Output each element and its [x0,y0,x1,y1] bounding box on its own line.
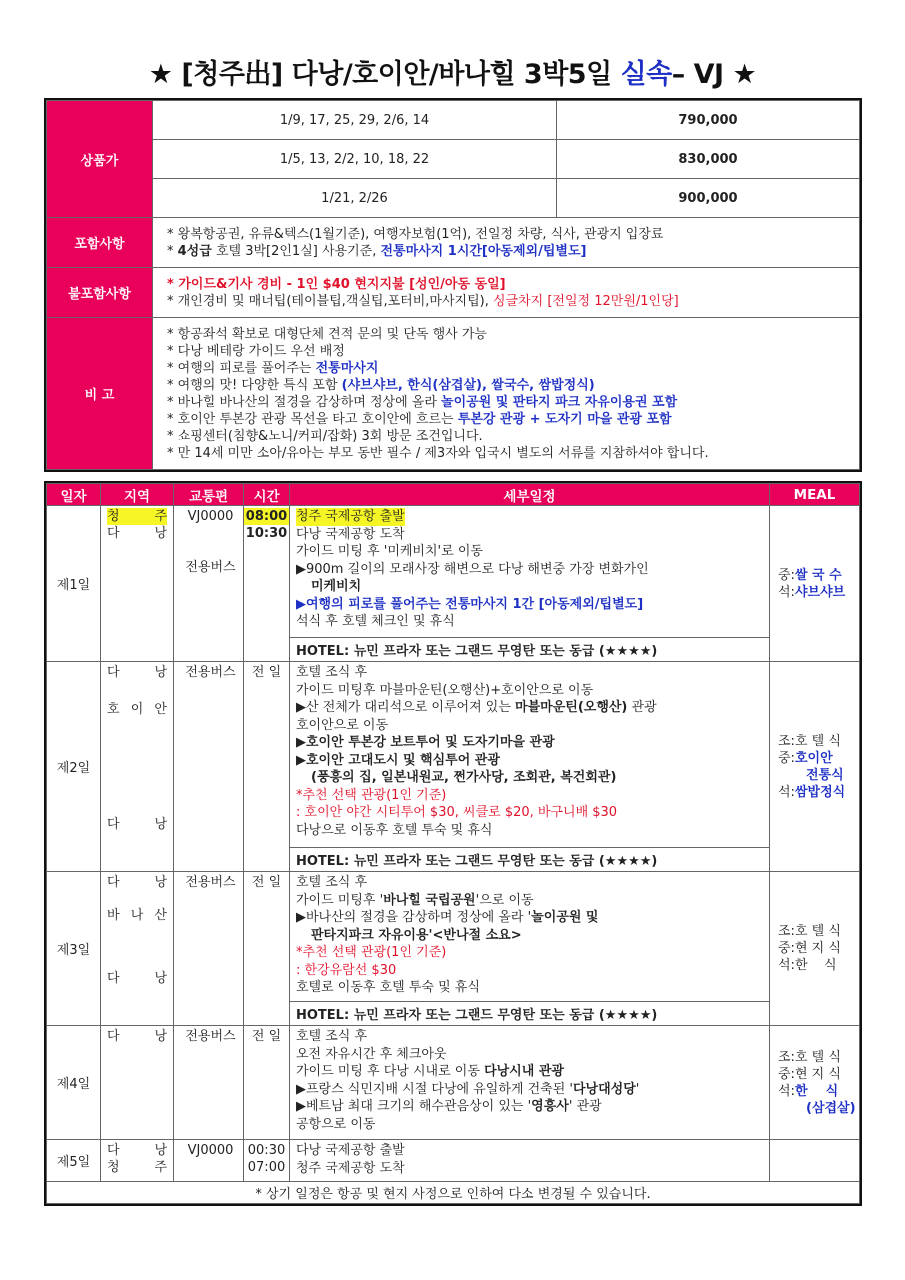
day-label: 제4일 [47,1026,101,1140]
day-meal: 조:호 텔 식 중:현 지 식 석:한 식 (삼겹살) [770,1026,860,1140]
included-content [153,218,860,268]
excluded-content [153,268,860,318]
schedule-footer: * 상기 일정은 항공 및 현지 사정으로 인하여 다소 변경될 수 있습니다. [47,1182,860,1204]
day-transport: VJ0000 [174,1140,244,1182]
price-label: 상품가 [47,101,153,218]
info-table [44,98,862,472]
title-highlight: 실속 [620,59,672,90]
day-regions: 다 낭 청 주 [101,1140,174,1182]
day-label: 제2일 [47,662,101,872]
star-left-icon: ★ [148,59,173,90]
day-detail: 청주 국제공항 출발 다낭 국제공항 도착 가이드 미팅 후 '미케비치'로 이동 ▶900m 길이의 모래사장 해변으로 다낭 해변중 가장 변화가인 미케비치 ▶여행의 피로를 풀어주는 전통마사지 1간 [아동제외/팁별도] 석식 후 호텔 체크인 및 휴식 [290,506,770,638]
day-regions: 청 주 다 낭 [101,506,174,662]
day-transport: 전용버스 [174,872,244,1026]
day-times: 08:00 10:30 [244,506,290,662]
day-times: 00:30 07:00 [244,1140,290,1182]
schedule-header [47,484,860,506]
day-regions: 다 낭 바 나 산 다 낭 [101,872,174,1026]
header-time: 시간 [244,484,290,506]
title-prefix: [청주出] 다낭/호이안/바나힐 3박5일 [181,59,612,90]
day-meal: 조:호 텔 식 중:호이안 전통식 석:쌈밥정식 [770,662,860,872]
day-label: 제5일 [47,1140,101,1182]
day-meal: 중:쌀 국 수 석:샤브샤브 [770,506,860,662]
hotel-line: HOTEL: 뉴민 프라자 또는 그랜드 무영탄 또는 동급 (★★★★) [290,848,770,872]
day-detail: 호텔 조식 후 가이드 미팅후 '바나힐 국립공원'으로 이동 ▶바나산의 절경을 감상하며 정상에 올라 '놀이공원 및 판타지파크 자유이용'<반나절 소요> *추천 선택 관광(1인 기준) : 한강유람선 $30 호텔로 이동후 호텔 투숙 및 휴식 [290,872,770,1002]
included-row [47,218,860,268]
day-regions: 다 낭 호 이 안 다 낭 [101,662,174,872]
price-value: 900,000 [557,179,860,218]
remarks-label: 비 고 [47,318,153,470]
schedule-day-4 [47,1026,860,1140]
day-meal: 조:호 텔 식 중:현 지 식 석:한 식 [770,872,860,1026]
header-transport: 교통편 [174,484,244,506]
day-times: 전 일 [244,662,290,872]
included-line: * 왕복항공권, 유류&텍스(1월기준), 여행자보험(1억), 전일정 차량, 식사, 관광지 입장료 [167,226,664,242]
price-row [47,140,860,179]
day-regions: 다 낭 [101,1026,174,1140]
header-region: 지역 [101,484,174,506]
day-times: 전 일 [244,872,290,1026]
header-day: 일자 [47,484,101,506]
day-detail: 다낭 국제공항 출발 청주 국제공항 도착 [290,1140,770,1182]
price-row [47,101,860,140]
hotel-line: HOTEL: 뉴민 프라자 또는 그랜드 무영탄 또는 동급 (★★★★) [290,638,770,662]
page-title [0,52,905,91]
title-suffix: – VJ [671,59,724,90]
day-meal [770,1140,860,1182]
hotel-line: HOTEL: 뉴민 프라자 또는 그랜드 무영탄 또는 동급 (★★★★) [290,1002,770,1026]
day-transport: 전용버스 [174,1026,244,1140]
price-dates: 1/21, 2/26 [153,179,557,218]
day-label: 제1일 [47,506,101,662]
price-dates: 1/9, 17, 25, 29, 2/6, 14 [153,101,557,140]
excluded-line: * 가이드&기사 경비 - 1인 $40 현지지불 [성인/아동 동일] [167,276,506,292]
schedule-day-5 [47,1140,860,1182]
excluded-line: * 개인경비 및 매너팁(테이블팁,객실팁,포터비,마사지팁), 싱글차지 [전일정 12만원/1인당] [167,293,679,309]
day-detail: 호텔 조식 후 오전 자유시간 후 체크아웃 가이드 미팅 후 다낭 시내로 이동 다낭시내 관광 ▶프랑스 식민지배 시절 다낭에 유일하게 건축된 '다낭대성당' ▶베트남 최대 크기의 해수관음상이 있는 '영흥사' 관광 공항으로 이동 [290,1026,770,1140]
day-label: 제3일 [47,872,101,1026]
star-right-icon: ★ [732,59,757,90]
price-value: 830,000 [557,140,860,179]
schedule-day-2 [47,662,860,848]
price-dates: 1/5, 13, 2/2, 10, 18, 22 [153,140,557,179]
schedule-table [44,481,862,1206]
schedule-day-1 [47,506,860,638]
schedule-day-3 [47,872,860,1002]
price-row [47,179,860,218]
day-times: 전 일 [244,1026,290,1140]
excluded-row [47,268,860,318]
header-meal: MEAL [770,484,860,506]
excluded-label: 불포함사항 [47,268,153,318]
day-transport: VJ0000 전용버스 [174,506,244,662]
included-line: * 4성급 호텔 3박[2인1실] 사용기준, 전통마사지 1시간[아동제외/팁별도] [167,243,587,259]
remarks-row [47,318,860,470]
schedule-footer-row [47,1182,860,1204]
included-label: 포함사항 [47,218,153,268]
day-detail: 호텔 조식 후 가이드 미팅후 마블마운틴(오행산)+호이안으로 이동 ▶산 전체가 대리석으로 이루어져 있는 마블마운틴(오행산) 관광 호이안으로 이동 ▶호이안 투본강 보트투어 및 도자기마을 관광 ▶호이안 고대도시 및 핵심투어 관광 (풍흥의 집, 일본내원교, 쩐가사당, 조회관, 복건회관) *추천 선택 관광(1인 기준) : 호이안 야간 시티투어 $30, 씨클로 $20, 바구니배 $30 다낭으로 이동후 호텔 투숙 및 휴식 [290,662,770,848]
header-detail: 세부일정 [290,484,770,506]
remarks-content: * 항공좌석 확보로 대형단체 견적 문의 및 단독 행사 가능 * 다낭 베테랑 가이드 우선 배정 * 여행의 피로를 풀어주는 전통마사지 * 여행의 맛! 다양한 특식 포함 (샤브샤브, 한식(삼겹살), 쌀국수, 쌈밥정식) * 바나힐 바나산의 절경을 감상하며 정상에 올라 놀이공원 및 판타지 파크 자유이용권 포함 * 호이안 투본강 관광 목선을 타고 호이안에 흐르는 투본강 관광 + 도자기 마을 관광 포함 * 쇼핑센터(침향&노니/커피/잡화) 3회 방문 조건입니다. * 만 14세 미만 소아/유아는 부모 동반 필수 / 제3자와 입국시 별도의 서류를 지참하셔야 합니다. [153,318,860,470]
day-transport: 전용버스 [174,662,244,872]
price-value: 790,000 [557,101,860,140]
